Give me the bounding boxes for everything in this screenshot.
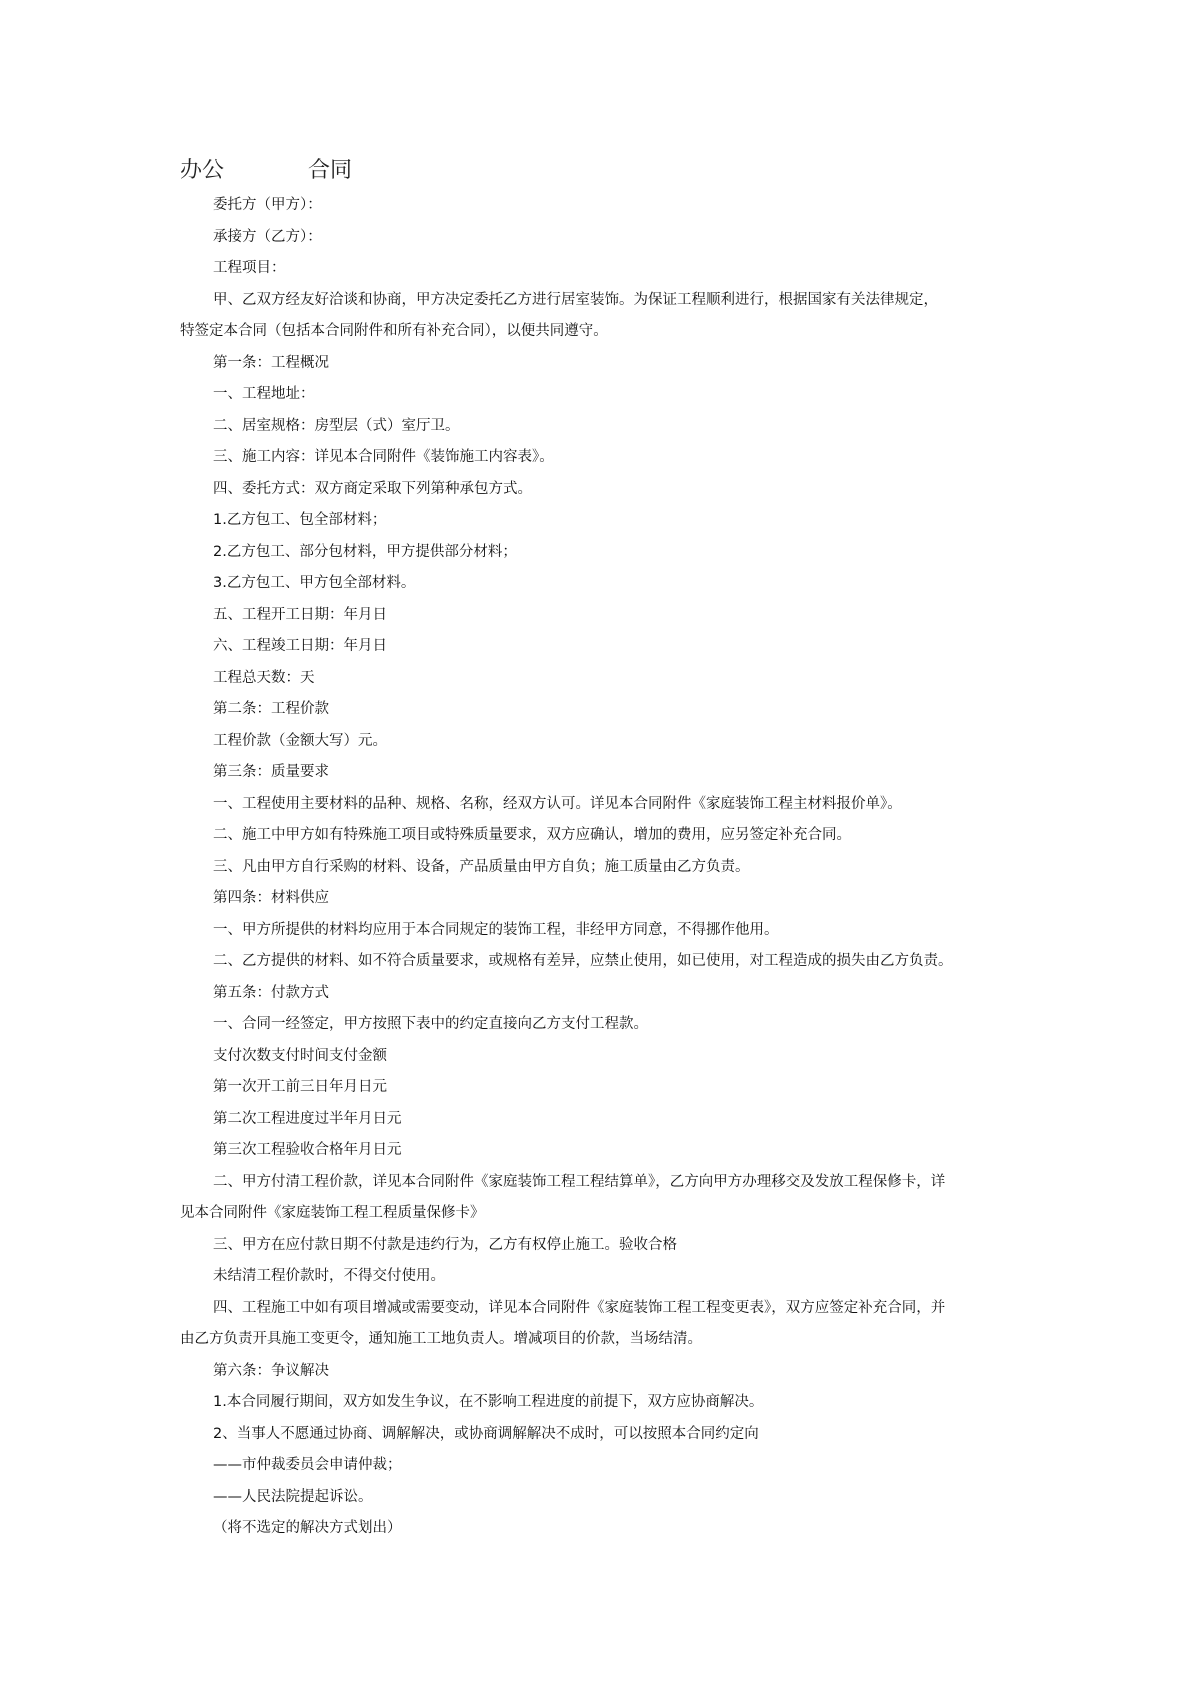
- document-line: 第三次工程验收合格年月日元: [213, 1142, 402, 1158]
- document-line: 第二次工程进度过半年月日元: [213, 1110, 402, 1127]
- document-line: 第六条：争议解决: [213, 1362, 329, 1379]
- document-line: 三、施工内容：详见本合同附件《装饰施工内容表》。: [213, 449, 554, 465]
- document-line: 二、居室规格：房型层（式）室厅卫。: [213, 417, 460, 434]
- document-line: 二、施工中甲方如有特殊施工项目或特殊质量要求，双方应确认，增加的费用，应另签定补充合同。: [213, 827, 851, 843]
- document-line: 2.乙方包工、部分包材料，甲方提供部分材料；: [213, 543, 517, 560]
- document-line: 工程价款（金额大写）元。: [213, 732, 387, 749]
- document-line: 三、甲方在应付款日期不付款是违约行为，乙方有权停止施工。验收合格: [213, 1236, 677, 1253]
- document-line: 见本合同附件《家庭装饰工程工程质量保修卡》: [180, 1205, 485, 1221]
- document-line: 第一次开工前三日年月日元: [213, 1079, 387, 1095]
- document-line: 支付次数支付时间支付金额: [213, 1047, 387, 1064]
- document-line: 六、工程竣工日期：年月日: [213, 638, 387, 654]
- document-line: 三、凡由甲方自行采购的材料、设备，产品质量由甲方自负；施工质量由乙方负责。: [213, 858, 750, 875]
- document-line: 1.乙方包工、包全部材料；: [213, 512, 387, 528]
- document-line: 四、工程施工中如有项目增减或需要变动，详见本合同附件《家庭装饰工程工程变更表》，双方应签定补充合同，并: [213, 1299, 946, 1316]
- document-line: 五、工程开工日期：年月日: [213, 606, 387, 623]
- document-line: 第三条：质量要求: [213, 764, 329, 780]
- document-line: 一、工程地址：: [213, 386, 315, 402]
- document-line: 第四条：材料供应: [213, 890, 329, 906]
- document-line: 第二条：工程价款: [213, 701, 329, 717]
- document-line: 工程项目：: [213, 260, 286, 276]
- document-line: ——人民法院提起诉讼。: [213, 1488, 373, 1505]
- document-line: 工程总天数：天: [213, 669, 315, 686]
- title-part-2: 合同: [308, 158, 353, 183]
- document-line: 2、当事人不愿通过协商、调解解决，或协商调解解决不成时，可以按照本合同约定向: [213, 1425, 759, 1442]
- document-line: 一、工程使用主要材料的品种、规格、名称，经双方认可。详见本合同附件《家庭装饰工程主材料报价单》。: [213, 795, 902, 812]
- document-line: 1.本合同履行期间，双方如发生争议，在不影响工程进度的前提下，双方应协商解决。: [213, 1394, 764, 1410]
- document-line: 未结清工程价款时，不得交付使用。: [213, 1268, 445, 1284]
- document-line: 第五条：付款方式: [213, 984, 329, 1001]
- document-line: 二、乙方提供的材料、如不符合质量要求，或规格有差异，应禁止使用，如已使用，对工程造成的损失由乙方负责。: [213, 953, 953, 969]
- document-line: ——市仲裁委员会申请仲裁；: [213, 1457, 402, 1473]
- document-line: 特签定本合同（包括本合同附件和所有补充合同），以便共同遵守。: [180, 323, 608, 339]
- document-line: 四、委托方式：双方商定采取下列第种承包方式。: [213, 480, 532, 497]
- document-line: 委托方（甲方）：: [213, 197, 322, 213]
- document-line: （将不选定的解决方式划出）: [213, 1520, 402, 1536]
- document-line: 第一条：工程概况: [213, 354, 329, 371]
- document-line: 承接方（乙方）：: [213, 228, 322, 245]
- document-line: 3.乙方包工、甲方包全部材料。: [213, 575, 416, 591]
- document-body: [180, 190, 1020, 1545]
- document-line: 二、甲方付清工程价款，详见本合同附件《家庭装饰工程工程结算单》，乙方向甲方办理移交及发放工程保修卡，详: [213, 1173, 946, 1190]
- document-line: 一、甲方所提供的材料均应用于本合同规定的装饰工程，非经甲方同意，不得挪作他用。: [213, 921, 779, 938]
- title-part-1: 办公: [180, 158, 225, 183]
- document-line: 甲、乙双方经友好洽谈和协商，甲方决定委托乙方进行居室装饰。为保证工程顺利进行，根据国家有关法律规定，: [213, 291, 938, 308]
- document-line: 一、合同一经签定，甲方按照下表中的约定直接向乙方支付工程款。: [213, 1016, 648, 1032]
- document-line: 由乙方负责开具施工变更令，通知施工工地负责人。增减项目的价款，当场结清。: [180, 1331, 702, 1347]
- document-title: [180, 155, 352, 187]
